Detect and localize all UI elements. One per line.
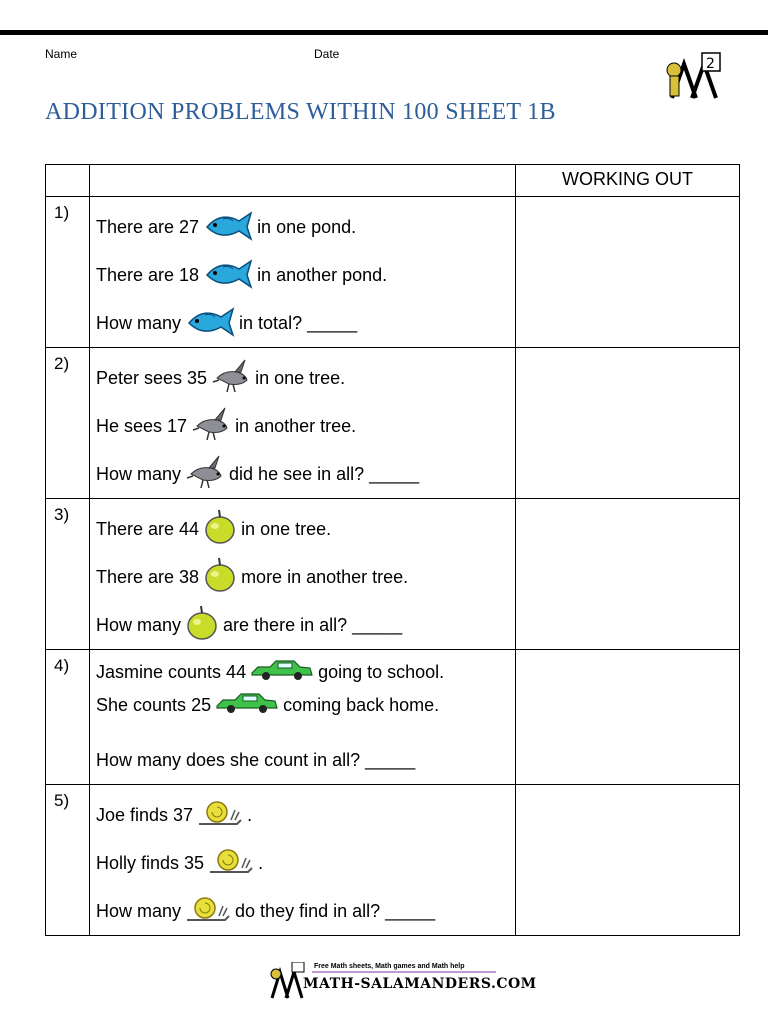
working-out-cell[interactable] [516,197,740,348]
snail-icon [185,894,231,929]
line-text-before: She counts 25 [96,695,212,715]
problem-text-cell [90,197,516,348]
line-text-before: He sees 17 [96,415,188,436]
line-text-before: How many [96,614,182,635]
bird-icon [211,358,251,399]
line-text-before: There are 44 [96,518,200,539]
problem-line [96,450,515,498]
problem-row [46,650,740,785]
line-text-before: There are 27 [96,216,200,237]
svg-text:2: 2 [706,56,715,72]
line-text-before: Jasmine counts 44 [96,662,247,682]
line-text-before: Holly finds 35 [96,852,205,873]
line-text-after: . [247,804,253,825]
problem-line [96,553,515,601]
problem-row [46,785,740,936]
name-label: Name [45,47,78,61]
problem-number: 1) [46,197,90,348]
problem-line [96,299,515,347]
fish-icon [203,209,253,246]
problem-number: 2) [46,348,90,499]
bird-icon [185,454,225,495]
problem-number: 3) [46,499,90,650]
working-out-header: WORKING OUT [516,165,740,197]
footer-tagline: Free Math sheets, Math games and Math help [314,963,465,970]
working-out-cell[interactable] [516,785,740,936]
problem-line [96,505,515,553]
line-text-after: in total? _____ [239,312,358,333]
footer-brand: MATH-SALAMANDERS.COM [303,976,537,992]
salamander-logo-icon [662,50,726,102]
fish-icon [185,305,235,342]
line-text-after: . [258,852,264,873]
working-out-cell[interactable] [516,650,740,785]
problem-text-cell [90,650,516,785]
line-text-after: in another pond. [257,264,388,285]
table-header-row [46,165,740,197]
problem-line [96,791,515,839]
line-text-before: Joe finds 37 [96,804,194,825]
working-out-cell[interactable] [516,348,740,499]
line-text-before: There are 38 [96,566,200,587]
problem-number: 5) [46,785,90,936]
problem-text-cell [90,348,516,499]
date-label: Date [314,47,340,61]
top-rule [0,30,768,35]
problem-number: 4) [46,650,90,785]
problem-line [96,402,515,450]
line-text-after: in one tree. [241,518,332,539]
fish-icon [203,257,253,294]
working-out-cell[interactable] [516,499,740,650]
line-text-before: How many [96,900,182,921]
line-text-after: do they find in all? _____ [235,900,436,921]
car-icon [215,692,279,719]
worksheet-table [45,164,740,936]
problem-line [96,354,515,402]
snail-icon [208,846,254,881]
problem-line [96,887,515,935]
line-text-after: did he see in all? _____ [229,463,420,484]
problem-row [46,499,740,650]
line-text-before: How many [96,463,182,484]
line-text-after: coming back home. [283,695,440,715]
problem-line [96,203,515,251]
bird-icon [191,406,231,447]
line-text-after: in one pond. [257,216,357,237]
problem-text-cell [90,785,516,936]
problem-line [96,689,515,722]
problem-line [96,839,515,887]
problem-line [96,601,515,649]
page-title: ADDITION PROBLEMS WITHIN 100 SHEET 1B [45,99,556,125]
problem-line [96,251,515,299]
line-text-before: How many [96,312,182,333]
problem-line [96,656,515,689]
problem-text-cell [90,499,516,650]
problem-line [96,736,515,784]
line-text-after: are there in all? _____ [223,614,403,635]
apple-icon [203,508,237,551]
line-text-after: going to school. [318,662,445,682]
line-text-before: There are 18 [96,264,200,285]
snail-icon [197,798,243,833]
apple-icon [185,604,219,647]
line-text-after: in one tree. [255,367,346,388]
problem-row [46,348,740,499]
line-text-before: Peter sees 35 [96,367,208,388]
line-text-after: in another tree. [235,415,357,436]
line-text-before: How many does she count in all? _____ [96,749,416,770]
line-text-after: more in another tree. [241,566,409,587]
car-icon [250,659,314,686]
header-question-cell [90,165,516,197]
header-num-cell [46,165,90,197]
apple-icon [203,556,237,599]
problem-row [46,197,740,348]
